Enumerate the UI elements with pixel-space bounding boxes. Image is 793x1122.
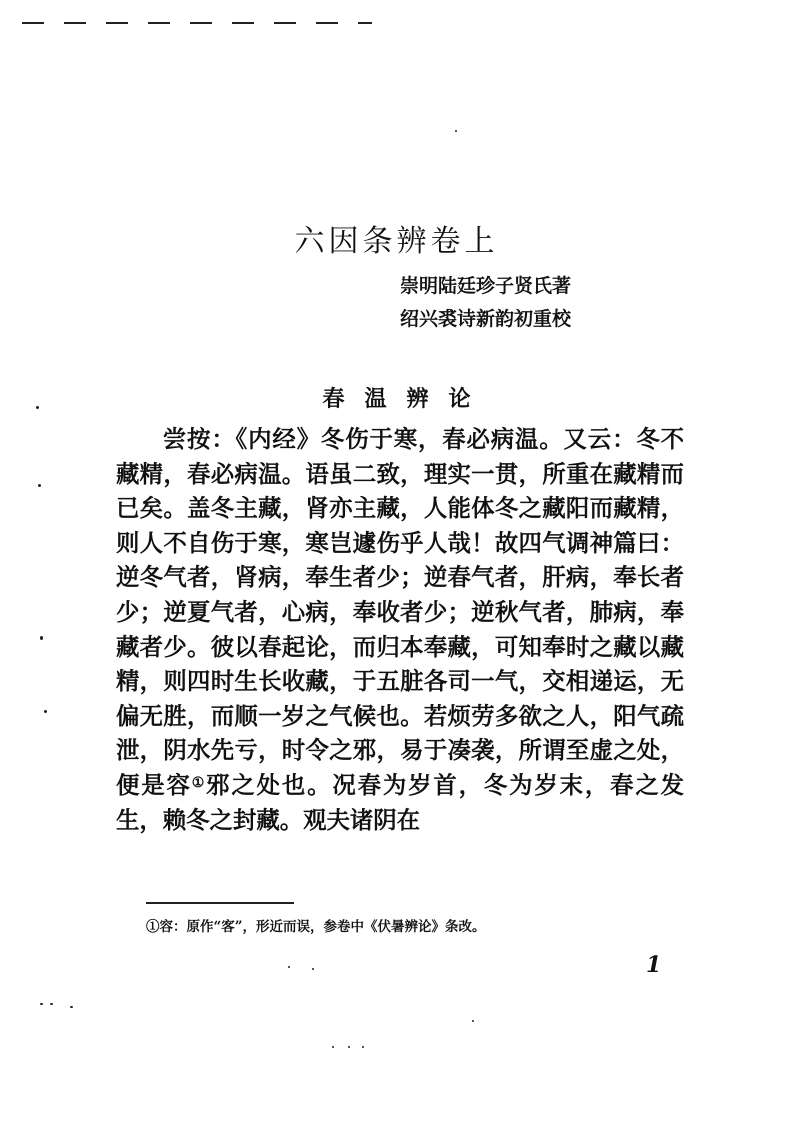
scan-speck [50,1003,53,1005]
scan-speck [38,484,41,487]
book-title: 六因条辨卷上 [294,224,499,260]
page-number: 1 [646,952,662,978]
section-title: 春温辨论 [322,386,491,413]
scan-speck [44,710,47,713]
scan-speck [40,636,43,640]
scan-speck [40,1003,43,1005]
scan-speck [70,1006,73,1008]
scan-speck [348,1046,350,1048]
scan-speck [288,966,290,968]
author-line: 崇明陆廷珍子贤氏著 [400,275,572,297]
author-credits [400,270,571,336]
footnote-rule [146,902,294,904]
body-text-part: 邪之处也。况春为岁首，冬为岁末，春之发生，赖冬之封藏。观夫诸阴在 [116,770,685,834]
footnote-marker: ① [191,774,207,791]
scan-speck [362,1046,364,1048]
scan-speck [312,968,314,970]
scan-speck [455,130,457,132]
editor-line: 绍兴裘诗新韵初重校 [400,308,572,330]
body-paragraph [116,422,684,837]
body-text-part: 尝按：《内经》冬伤于寒，春必病温。又云：冬不藏精，春必病温。语虽二致，理实一贯，所重在藏精而已矣。盖冬主藏，肾亦主藏，人能体冬之藏阳而藏精，则人不自伤于寒，寒岂遽伤乎人哉！故四气调神篇曰：逆冬气者，肾病，奉生者少；逆春气者，肝病，奉长者少；逆夏气者，心病，奉收者少；逆秋气者，肺病，奉藏者少。彼以春起论，而归本奉藏，可知奉时之藏以藏精，则四时生长收藏，于五脏各司一气，交相递运，无偏无胜，而顺一岁之气候也。若烦劳多欲之人，阳气疏泄，阴水先亏，时令之邪，易于凑袭，所谓至虚之处，便是容 [116,425,684,799]
top-dashed-rule [22,22,372,24]
scan-speck [332,1046,334,1048]
footnote: ①容：原作“客”，形近而误，参卷中《伏暑辨论》条改。 [146,919,486,935]
scan-speck [472,1020,474,1022]
